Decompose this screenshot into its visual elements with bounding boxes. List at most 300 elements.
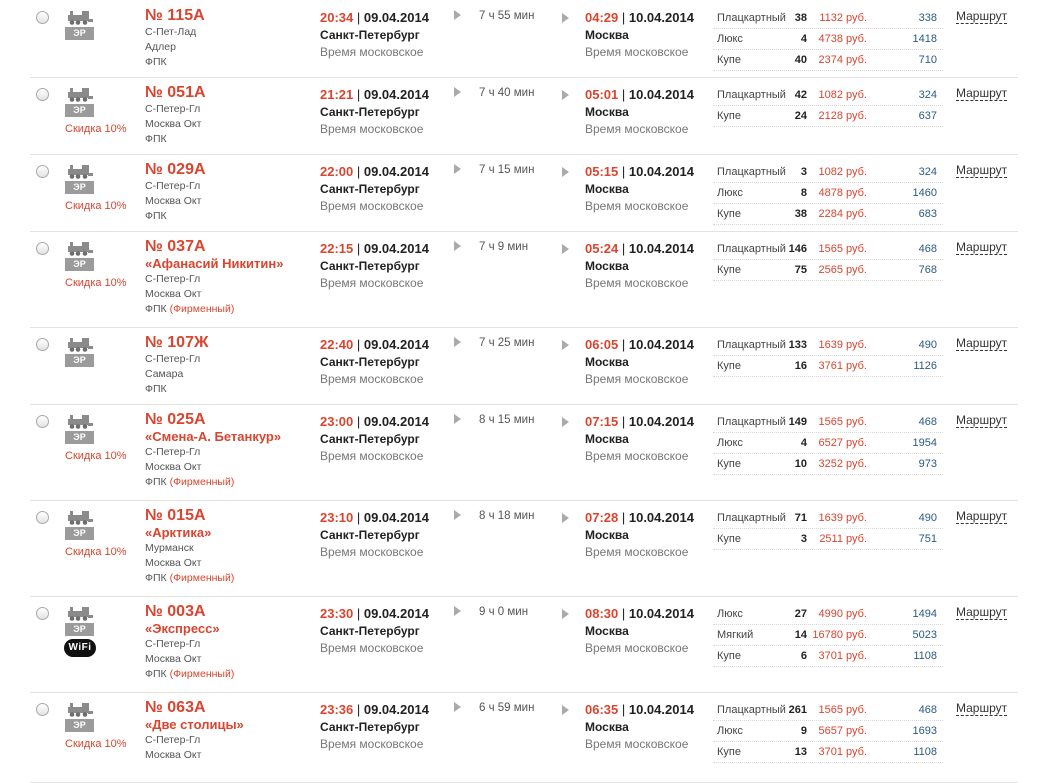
seat-price: 16780 руб.: [812, 629, 867, 641]
arrow-right-icon: [562, 417, 569, 427]
seat-price: 6527 руб.: [818, 437, 867, 449]
seat-count: 8: [800, 187, 807, 199]
departure-timezone: Время московское: [320, 737, 424, 751]
carrier-name: ФПК: [145, 476, 167, 488]
discount-label: Скидка 10%: [65, 200, 127, 212]
route-link[interactable]: Маршрут: [956, 605, 1008, 619]
departure-timezone: Время московское: [320, 276, 424, 290]
arrow-right-icon: [562, 13, 569, 23]
arrival-date: 10.04.2014: [628, 510, 694, 525]
train-number[interactable]: № 025А: [145, 411, 206, 428]
departure-date: 09.04.2014: [363, 164, 429, 179]
carrier: [145, 667, 315, 682]
locomotive-icon: [68, 337, 93, 352]
route-from: С-Петер-Гл: [145, 638, 201, 650]
departure: [320, 163, 450, 215]
seat-count: 27: [794, 608, 807, 620]
route-link[interactable]: Маршрут: [956, 163, 1008, 177]
departure-time-line: 23:36 | 09.04.2014: [320, 702, 429, 717]
seat-class-row[interactable]: [713, 508, 943, 529]
route-link[interactable]: Маршрут: [956, 701, 1008, 715]
seat-bonus: 490: [918, 512, 937, 524]
departure: [320, 509, 450, 561]
electronic-registration-badge: ЭР: [65, 431, 94, 444]
arrow-right-icon: [454, 702, 461, 712]
seat-class-row[interactable]: [713, 85, 943, 106]
seat-class-row[interactable]: [713, 646, 943, 667]
route-link[interactable]: Маршрут: [956, 240, 1008, 254]
arrival-timezone: Время московское: [585, 199, 689, 213]
branded-label: (Фирменный): [169, 476, 235, 488]
seat-bonus: 324: [918, 89, 937, 101]
arrival-time-line: 07:15 | 10.04.2014: [585, 414, 694, 429]
locomotive-icon: [68, 164, 93, 179]
route-from: Мурманск: [145, 542, 194, 554]
seat-bonus: 973: [918, 458, 937, 470]
arrow-right-icon: [562, 513, 569, 523]
seat-classes: [713, 508, 943, 550]
departure-date: 09.04.2014: [363, 10, 429, 25]
arrival: [585, 509, 715, 561]
carrier: [145, 132, 315, 147]
seat-bonus: 1494: [912, 608, 937, 620]
train-number[interactable]: № 051А: [145, 84, 206, 101]
arrival-time-line: 05:15 | 10.04.2014: [585, 164, 694, 179]
train-name: «Смена-А. Бетанкур»: [145, 429, 282, 444]
departure-city: Санкт-Петербург: [320, 720, 420, 734]
train-info: [145, 238, 315, 317]
arrival: [585, 9, 715, 61]
arrival-time-line: 06:05 | 10.04.2014: [585, 337, 694, 352]
train-number[interactable]: № 029А: [145, 161, 206, 178]
arrival-timezone: Время московское: [585, 45, 689, 59]
departure: [320, 240, 450, 292]
route-link[interactable]: Маршрут: [956, 9, 1008, 23]
departure-time: 21:21: [320, 87, 354, 102]
seat-classes: [713, 162, 943, 225]
travel-duration: [450, 164, 545, 176]
seat-count: 42: [794, 89, 807, 101]
arrival-city: Москва: [585, 624, 629, 638]
departure-time: 22:15: [320, 241, 354, 256]
arrow-right-icon: [562, 340, 569, 350]
departure-time: 23:36: [320, 702, 354, 717]
arrival: [585, 240, 715, 292]
train-select-radio[interactable]: [36, 703, 49, 716]
train-row: [30, 500, 1018, 597]
seat-classes: [713, 604, 943, 667]
seat-class-row[interactable]: [713, 106, 943, 127]
seat-class-row[interactable]: [713, 625, 943, 646]
route-to: Самара: [145, 368, 184, 380]
wifi-icon: WiFi: [64, 639, 96, 657]
seat-price: 3701 руб.: [818, 746, 867, 758]
route-from: С-Петер-Гл: [145, 446, 201, 458]
seat-class-row[interactable]: [713, 8, 943, 29]
train-name: «Экспресс»: [145, 621, 220, 636]
departure-time-line: 21:21 | 09.04.2014: [320, 87, 429, 102]
departure-city: Санкт-Петербург: [320, 182, 420, 196]
seat-bonus: 768: [918, 264, 937, 276]
departure-city: Санкт-Петербург: [320, 105, 420, 119]
electronic-registration-badge: ЭР: [65, 719, 94, 732]
arrival: [585, 701, 715, 753]
train-row: [30, 327, 1018, 405]
seat-bonus: 637: [918, 110, 937, 122]
seat-count: 4: [800, 33, 807, 45]
locomotive-icon: [68, 702, 93, 717]
duration-value: 7 ч 15 мин: [479, 164, 535, 176]
seat-type: Плацкартный: [717, 339, 786, 351]
seat-count: 14: [794, 629, 807, 641]
carrier-name: ФПК: [145, 383, 167, 395]
carrier: [145, 382, 315, 397]
arrival-time-line: 08:30 | 10.04.2014: [585, 606, 694, 621]
train-number[interactable]: № 115А: [145, 7, 205, 24]
seat-class-row[interactable]: [713, 433, 943, 454]
arrow-right-icon: [454, 241, 461, 251]
seat-bonus: 1460: [912, 187, 937, 199]
route-link[interactable]: Маршрут: [956, 86, 1008, 100]
seat-count: 3: [800, 166, 807, 178]
seat-class-row[interactable]: [713, 356, 943, 377]
train-row: [30, 596, 1018, 693]
seat-price: 2284 руб.: [818, 208, 867, 220]
seat-count: 38: [794, 208, 807, 220]
seat-price: 1082 руб.: [818, 166, 867, 178]
seat-count: 71: [794, 512, 807, 524]
departure-date: 09.04.2014: [363, 510, 429, 525]
seat-class-row[interactable]: [713, 29, 943, 50]
discount-label: Скидка 10%: [65, 123, 127, 135]
train-select-radio[interactable]: [36, 511, 49, 524]
seat-type: Люкс: [717, 187, 743, 199]
arrival-time: 07:28: [585, 510, 619, 525]
arrival-time-line: 07:28 | 10.04.2014: [585, 510, 694, 525]
seat-class-row[interactable]: [713, 204, 943, 225]
duration-value: 7 ч 25 мин: [479, 337, 535, 349]
train-number[interactable]: № 037А: [145, 238, 206, 255]
seat-count: 9: [800, 725, 807, 737]
branded-label: (Фирменный): [169, 668, 235, 680]
departure-time: 22:40: [320, 337, 354, 352]
seat-bonus: 1693: [912, 725, 937, 737]
seat-class-row[interactable]: [713, 335, 943, 356]
carrier: [145, 55, 315, 70]
seat-class-row[interactable]: [713, 239, 943, 260]
departure-city: Санкт-Петербург: [320, 432, 420, 446]
train-select-radio[interactable]: [36, 338, 49, 351]
seat-classes: [713, 8, 943, 71]
seat-class-row[interactable]: [713, 162, 943, 183]
seat-type: Плацкартный: [717, 166, 786, 178]
route-link[interactable]: Маршрут: [956, 336, 1008, 350]
departure: [320, 9, 450, 61]
carrier-name: ФПК: [145, 303, 167, 315]
seat-price: 1565 руб.: [818, 416, 867, 428]
departure-time: 23:30: [320, 606, 354, 621]
arrival-city: Москва: [585, 355, 629, 369]
departure-time: 22:00: [320, 164, 354, 179]
duration-value: 8 ч 15 мин: [479, 414, 535, 426]
branded-label: (Фирменный): [169, 572, 235, 584]
seat-type: Люкс: [717, 437, 743, 449]
arrival-timezone: Время московское: [585, 737, 689, 751]
travel-duration: [450, 337, 545, 349]
seat-price: 1639 руб.: [818, 512, 867, 524]
train-select-radio[interactable]: [36, 242, 49, 255]
arrival-city: Москва: [585, 432, 629, 446]
arrival-time-line: 06:35 | 10.04.2014: [585, 702, 694, 717]
seat-price: 1639 руб.: [818, 339, 867, 351]
route-from: С-Петер-Гл: [145, 180, 201, 192]
seat-count: 4: [800, 437, 807, 449]
arrival-city: Москва: [585, 182, 629, 196]
route-link[interactable]: Маршрут: [956, 413, 1008, 427]
route-to: Москва Окт: [145, 118, 202, 130]
train-name: «Афанасий Никитин»: [145, 256, 284, 271]
discount-label: Скидка 10%: [65, 546, 127, 558]
train-row: [30, 692, 1018, 783]
seat-count: 13: [794, 746, 807, 758]
duration-value: 7 ч 40 мин: [479, 87, 535, 99]
seat-type: Плацкартный: [717, 243, 786, 255]
arrival-timezone: Время московское: [585, 641, 689, 655]
seat-price: 2565 руб.: [818, 264, 867, 276]
train-row: [30, 0, 1018, 78]
seat-class-row[interactable]: [713, 454, 943, 475]
seat-price: 4738 руб.: [818, 33, 867, 45]
seat-class-row[interactable]: [713, 742, 943, 763]
seat-class-row[interactable]: [713, 721, 943, 742]
seat-type: Плацкартный: [717, 416, 786, 428]
arrival-date: 10.04.2014: [628, 241, 694, 256]
train-number[interactable]: № 063А: [145, 699, 206, 716]
seat-price: 2128 руб.: [818, 110, 867, 122]
train-name: «Арктика»: [145, 525, 212, 540]
arrival-time: 08:30: [585, 606, 619, 621]
arrival-time: 06:35: [585, 702, 619, 717]
seat-bonus: 1954: [912, 437, 937, 449]
seat-class-row[interactable]: [713, 183, 943, 204]
departure-timezone: Время московское: [320, 199, 424, 213]
arrival-time-line: 05:24 | 10.04.2014: [585, 241, 694, 256]
seat-type: Люкс: [717, 608, 743, 620]
route-to: Москва Окт: [145, 288, 202, 300]
arrow-right-icon: [454, 10, 461, 20]
seat-price: 3761 руб.: [818, 360, 867, 372]
seat-price: 2511 руб.: [819, 533, 867, 545]
carrier-name: ФПК: [145, 133, 167, 145]
arrival-date: 10.04.2014: [628, 702, 694, 717]
seat-bonus: 1108: [913, 746, 937, 758]
seat-classes: [713, 700, 943, 763]
duration-value: 6 ч 59 мин: [479, 702, 535, 714]
train-select-radio[interactable]: [36, 88, 49, 101]
train-row: [30, 231, 1018, 328]
electronic-registration-badge: ЭР: [65, 27, 94, 40]
arrival-city: Москва: [585, 259, 629, 273]
seat-count: 6: [800, 650, 807, 662]
train-name: «Две столицы»: [145, 717, 244, 732]
arrow-right-icon: [454, 606, 461, 616]
locomotive-icon: [68, 414, 93, 429]
arrival-timezone: Время московское: [585, 545, 689, 559]
train-select-radio[interactable]: [36, 607, 49, 620]
locomotive-icon: [68, 87, 93, 102]
departure-timezone: Время московское: [320, 122, 424, 136]
arrival-time: 05:15: [585, 164, 619, 179]
seat-type: Купе: [717, 360, 741, 372]
seat-class-row[interactable]: [713, 700, 943, 721]
seat-count: 38: [794, 12, 807, 24]
arrow-right-icon: [562, 705, 569, 715]
seat-bonus: 5023: [912, 629, 937, 641]
train-info: [145, 7, 315, 70]
departure-date: 09.04.2014: [363, 414, 429, 429]
seat-bonus: 490: [918, 339, 937, 351]
departure-timezone: Время московское: [320, 641, 424, 655]
departure-timezone: Время московское: [320, 45, 424, 59]
departure-date: 09.04.2014: [363, 606, 429, 621]
discount-label: Скидка 10%: [65, 277, 127, 289]
seat-classes: [713, 239, 943, 281]
train-number[interactable]: № 107Ж: [145, 334, 209, 351]
seat-type: Плацкартный: [717, 704, 786, 716]
route-from: С-Пет-Лад: [145, 26, 197, 38]
arrival-time: 05:24: [585, 241, 619, 256]
arrival: [585, 336, 715, 388]
seat-type: Купе: [717, 650, 741, 662]
seat-bonus: 468: [918, 243, 937, 255]
arrow-right-icon: [562, 167, 569, 177]
route-to: Москва Окт: [145, 749, 202, 761]
arrival-date: 10.04.2014: [628, 164, 694, 179]
arrival-date: 10.04.2014: [628, 337, 694, 352]
carrier-name: ФПК: [145, 56, 167, 68]
seat-type: Купе: [717, 54, 741, 66]
seat-type: Плацкартный: [717, 12, 786, 24]
seat-class-row[interactable]: [713, 604, 943, 625]
electronic-registration-badge: ЭР: [65, 354, 94, 367]
train-number[interactable]: № 015А: [145, 507, 206, 524]
train-select-radio[interactable]: [36, 415, 49, 428]
seat-type: Купе: [717, 533, 741, 545]
departure: [320, 336, 450, 388]
seat-type: Плацкартный: [717, 512, 786, 524]
train-info: [145, 334, 315, 397]
locomotive-icon: [68, 241, 93, 256]
electronic-registration-badge: ЭР: [65, 104, 94, 117]
seat-count: 3: [800, 533, 807, 545]
seat-bonus: 468: [918, 416, 937, 428]
seat-bonus: 710: [918, 54, 937, 66]
arrival-timezone: Время московское: [585, 372, 689, 386]
train-number[interactable]: № 003А: [145, 603, 206, 620]
train-info: [145, 161, 315, 224]
seat-type: Купе: [717, 746, 741, 758]
arrow-right-icon: [562, 244, 569, 254]
carrier: [145, 571, 315, 586]
train-row: [30, 404, 1018, 501]
electronic-registration-badge: ЭР: [65, 181, 94, 194]
seat-type: Купе: [717, 208, 741, 220]
electronic-registration-badge: ЭР: [65, 623, 94, 636]
arrival-time-line: 04:29 | 10.04.2014: [585, 10, 694, 25]
arrow-right-icon: [454, 337, 461, 347]
route-from: С-Петер-Гл: [145, 103, 201, 115]
arrival-timezone: Время московское: [585, 449, 689, 463]
arrival-city: Москва: [585, 528, 629, 542]
departure-time-line: 20:34 | 09.04.2014: [320, 10, 429, 25]
departure-date: 09.04.2014: [363, 87, 429, 102]
departure: [320, 413, 450, 465]
departure-date: 09.04.2014: [363, 241, 429, 256]
seat-price: 2374 руб.: [818, 54, 867, 66]
arrow-right-icon: [454, 164, 461, 174]
train-select-radio[interactable]: [36, 165, 49, 178]
route-to: Адлер: [145, 41, 176, 53]
departure-city: Санкт-Петербург: [320, 624, 420, 638]
seat-class-row[interactable]: [713, 412, 943, 433]
travel-duration: [450, 87, 545, 99]
locomotive-icon: [68, 10, 93, 25]
seat-class-row[interactable]: [713, 260, 943, 281]
carrier: [145, 302, 315, 317]
locomotive-icon: [68, 510, 93, 525]
departure-time-line: 22:00 | 09.04.2014: [320, 164, 429, 179]
seat-count: 149: [788, 416, 807, 428]
seat-price: 5657 руб.: [818, 725, 867, 737]
seat-count: 16: [794, 360, 807, 372]
locomotive-icon: [68, 606, 93, 621]
route-from: С-Петер-Гл: [145, 353, 201, 365]
departure-time-line: 22:15 | 09.04.2014: [320, 241, 429, 256]
carrier-name: ФПК: [145, 210, 167, 222]
departure-time-line: 23:30 | 09.04.2014: [320, 606, 429, 621]
seat-type: Люкс: [717, 33, 743, 45]
arrival-timezone: Время московское: [585, 276, 689, 290]
departure-timezone: Время московское: [320, 449, 424, 463]
seat-classes: [713, 85, 943, 127]
discount-label: Скидка 10%: [65, 738, 127, 750]
departure-city: Санкт-Петербург: [320, 28, 420, 42]
duration-value: 9 ч 0 мин: [479, 606, 529, 618]
seat-class-row[interactable]: [713, 50, 943, 71]
seat-bonus: 1418: [912, 33, 937, 45]
seat-class-row[interactable]: [713, 529, 943, 550]
seat-count: 261: [788, 704, 807, 716]
seat-bonus: 751: [918, 533, 937, 545]
train-info: [145, 603, 315, 682]
seat-bonus: 683: [918, 208, 937, 220]
seat-count: 146: [788, 243, 807, 255]
seat-type: Люкс: [717, 725, 743, 737]
route-link[interactable]: Маршрут: [956, 509, 1008, 523]
discount-label: Скидка 10%: [65, 450, 127, 462]
arrival-date: 10.04.2014: [628, 87, 694, 102]
seat-classes: [713, 412, 943, 475]
departure-date: 09.04.2014: [363, 337, 429, 352]
arrival-time: 07:15: [585, 414, 619, 429]
route-from: С-Петер-Гл: [145, 734, 201, 746]
arrival-date: 10.04.2014: [628, 606, 694, 621]
departure-time-line: 23:10 | 09.04.2014: [320, 510, 429, 525]
seat-price: 4878 руб.: [818, 187, 867, 199]
train-select-radio[interactable]: [36, 11, 49, 24]
route-to: Москва Окт: [145, 653, 202, 665]
seat-type: Мягкий: [717, 629, 754, 641]
